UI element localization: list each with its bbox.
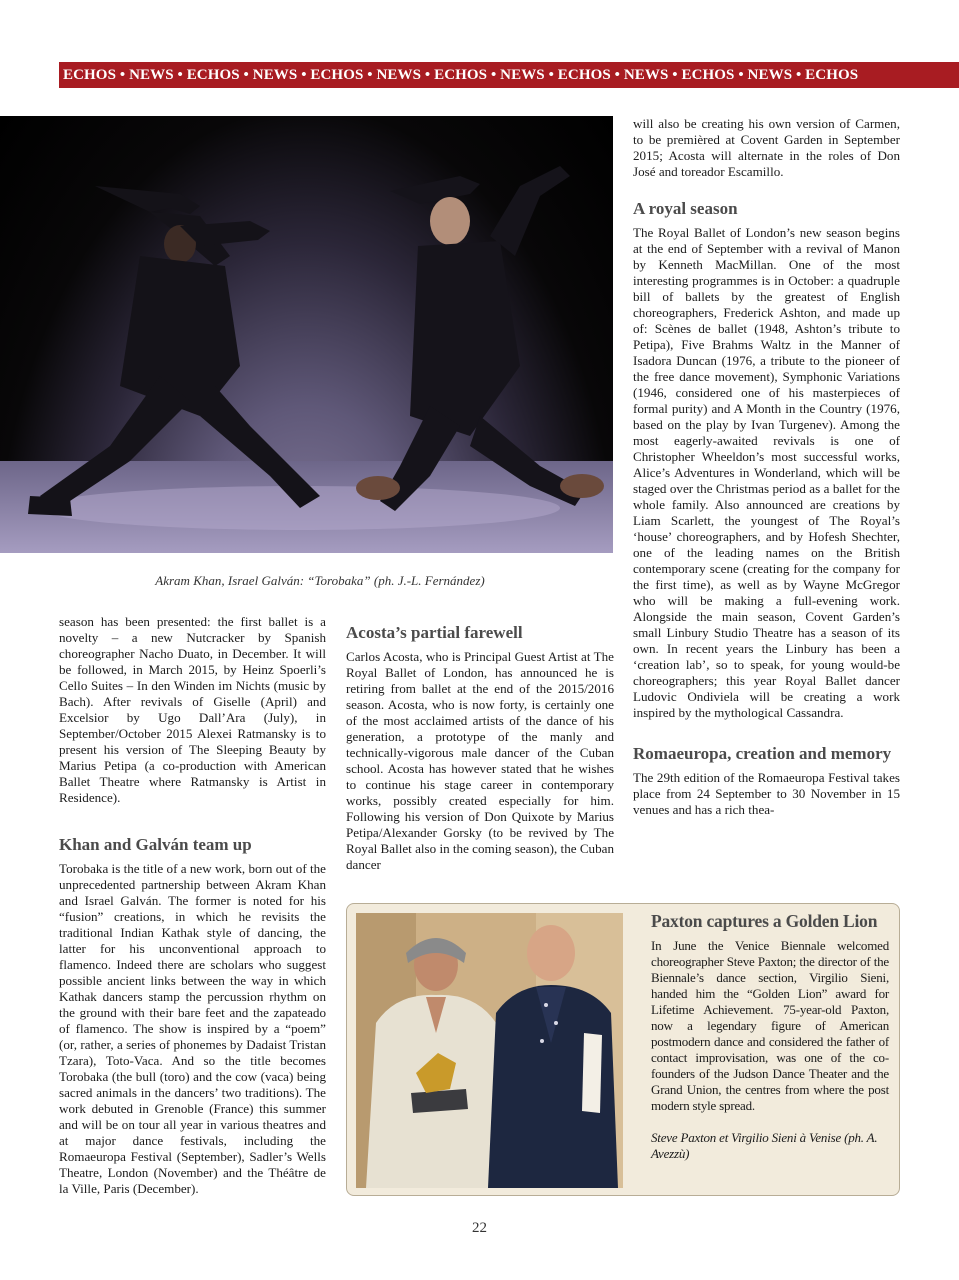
column-3 [633,116,900,818]
award-photo [356,913,623,1188]
paragraph-acosta: Carlos Acosta, who is Principal Guest Artist at The Royal Ballet of London, has announced he is retiring from ballet at the end of the 2015/2016 season. Acosta, who is now forty, is certainly one of the most acclaimed artists of the dance of his generation, a prototype of the manly and technically-vigorous male dancer of the Cuban school. Acosta has however stated that he wishes to continue his stage career in contemporary works, possibly created especially for him. Following his version of Don Quixote by Marius Petipa/Alexander Gorsky (to be revived by The Royal Ballet also in the coming season), the Cuban dancer [346,649,615,872]
heading-acosta: Acosta’s partial farewell [346,623,523,642]
sidebar-title: Paxton captures a Golden Lion [651,911,878,931]
paragraph-khan-galvan: Torobaka is the title of a new work, born out of the unprecedented partnership between Akram Khan and Israel Galván. The former is noted for his “fusion” creations, in which he revisits the traditional Indian Kathak style of dancing, the latter for his unconventional approach to flamenco. Indeed there are scholars who suggest possible ancient links between the way in which Kathak dancers stamp the percussion rhythm on the ground with their bare feet and the zapateado of flamenco. The show is inspired by a “poem” (or, rather, a series of phonemes by Dadaist Tristan Tzara), Toto-Vaca. And so the title becomes Torobaka (the bull (toro) and the cow (vaca) being sacred animals in the dancers’ two traditions). The work debuted in Grenoble (France) this summer and will be on tour all year in various theatres and at major dance festivals, including the Romaeuropa Festival (September), Sadler’s Wells Theatre, London (November) and the Théâtre de la Ville, Paris (December). [59,861,326,1196]
sidebar-box [346,903,900,1196]
heading-royal-season: A royal season [633,199,738,218]
paragraph-intro: season has been presented: the first ballet is a novelty – a new Nutcracker by Spanish choreographer Nacho Duato, in December. It will be followed, in March 2015, by Heinz Spoerli’s Cello Suites – In den Winden im Nichts (music by Bach). After revivals of Giselle (April) and Excelsior by Ugo Dall’Ara (July), in September/October 2015 Alexei Ratmansky is to present his version of The Sleeping Beauty by Marius Petipa (a co-production with American Ballet Theatre where Ratmansky is Artist in Residence). [59,614,326,805]
column-2 [346,622,614,873]
sidebar-paragraph: In June the Venice Biennale welcomed choreographer Steve Paxton; the director of the Biennale’s dance section, Virgilio Sieni, handed him the “Golden Lion” award for Lifetime Achievement. 75-year-old Paxton, now a legendary figure of American postmodern dance and considered the father of contact improvisation, was one of the co-founders of the Judson Dance Theater and the Grand Union, the centres from where the post modern style spread. [651,938,889,1113]
dance-photo [0,116,613,553]
page-number: 22 [472,1220,487,1236]
paragraph-royal-season: The Royal Ballet of London’s new season begins at the end of September with a revival of Manon by Kenneth MacMillan. One of the most interesting programmes is in October: a quadruple bill of ballets by the greatest of English choreographers, Frederick Ashton, and made up of: Scènes de ballet (1948, Ashton’s tribute to Petipa), Five Brahms Waltz in the Manner of Isadora Duncan (1976, a tribute to the pioneer of the free dance movement), Symphonic Variations (1946, considered one of his masterpieces of formal purity) and A Month in the Country (1976, based on the play by Ivan Turgenev). Among the most eagerly-awaited revivals is one of Christopher Wheeldon’s most successful works, Alice’s Adventures in Wonderland, which will be staged over the Christmas period as a ballet for the whole family. Also announced are creations by Liam Scarlett, the youngest of The Royal’s ‘house’ choreographers, and by Hofesh Shechter, one of the leading names on the British contemporary scene (creating for the company for the first time), as well as by Wayne McGregor who will be making a full-evening work. Alongside the main season, Covent Garden’s small Linbury Studio Theatre has a season of its own. In recent years the Linbury has been a ‘creation lab’, so to speak, for young would-be choreographers; this year Royal Ballet dancer Ludovic Ondiviela will be creating a work inspired by the mythological Cassandra. [633,225,900,720]
award-illustration [356,913,623,1188]
heading-romaeuropa: Romaeuropa, creation and memory [633,744,892,763]
sidebar-text [651,910,889,1162]
paragraph-carmen: will also be creating his own version of Carmen, to be premièred at Covent Garden in September 2015; Acosta will alternate in the roles of Don José and toreador Escamillo. [633,116,900,179]
column-1 [59,614,326,1197]
heading-khan-galvan: Khan and Galván team up [59,835,252,854]
paragraph-romaeuropa: The 29th edition of the Romaeuropa Festival takes place from 24 September to 30 November in 15 venues and has a rich thea- [633,770,900,817]
photo-caption: Akram Khan, Israel Galván: “Torobaka” (ph. J.-L. Fernández) [155,573,485,588]
sidebar-caption: Steve Paxton et Virgilio Sieni à Venise (ph. A. Avezzù) [651,1130,878,1161]
dancers-illustration [0,116,613,553]
section-banner: ECHOS • NEWS • ECHOS • NEWS • ECHOS • NEWS • ECHOS • NEWS • ECHOS • NEWS • ECHOS • NEWS • ECHOS [59,62,959,88]
